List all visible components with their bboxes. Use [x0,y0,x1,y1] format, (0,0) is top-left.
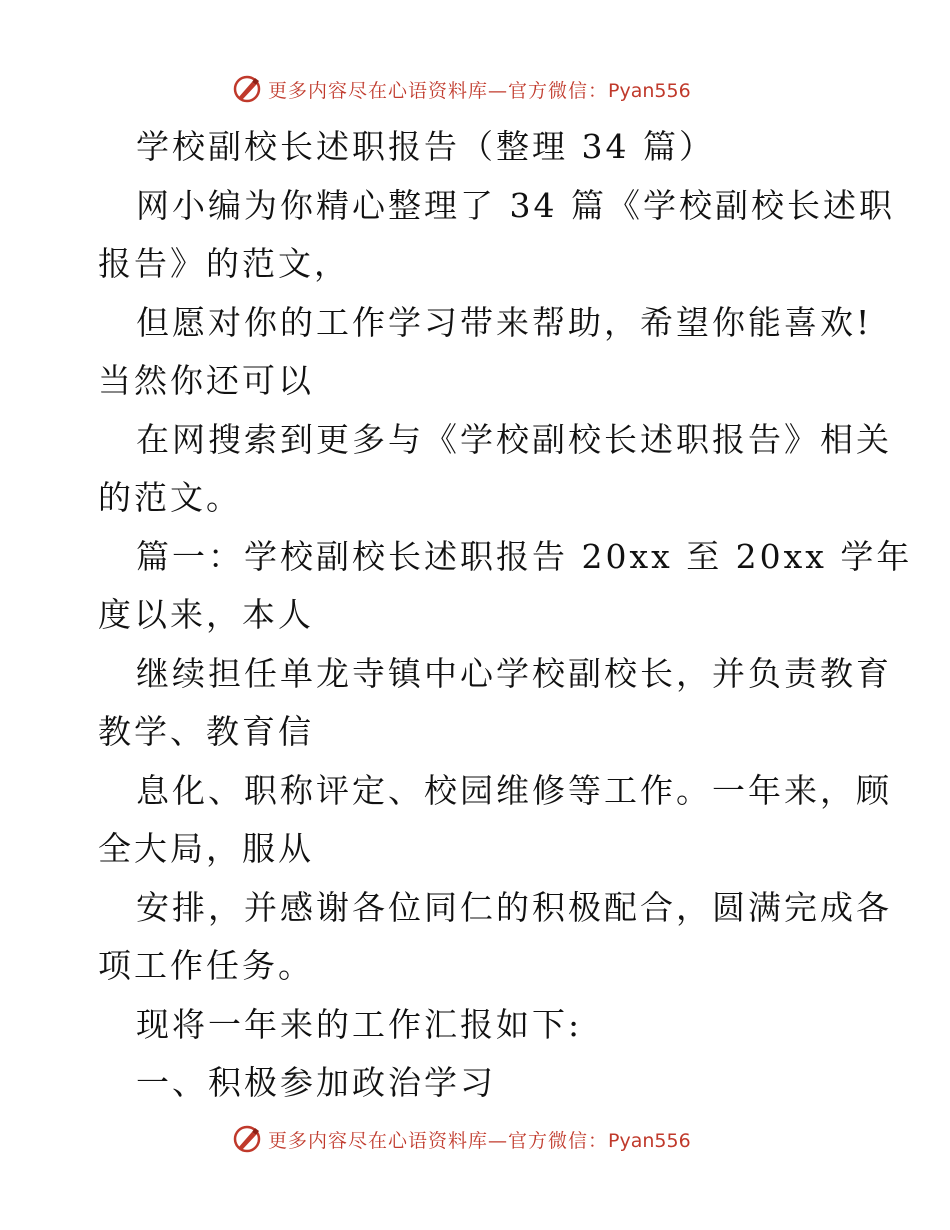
banner-text: 更多内容尽在心语资料库—官方微信：Pyan556 [268,1129,691,1152]
document-body [98,118,913,1113]
pen-logo-icon [232,74,262,104]
paragraph-line: 在网搜索到更多与《学校副校长述职报告》相关 [136,419,892,459]
paragraph-line: 全大局，服从 [98,829,314,868]
banner-text: 更多内容尽在心语资料库—官方微信：Pyan556 [268,79,691,102]
subsection-heading: 一、积极参加政治学习 [136,1063,496,1102]
footer-banner [232,1122,691,1156]
paragraph-line: 度以来，本人 [98,595,314,634]
paragraph-line: 报告》的范文， [98,244,350,283]
paragraph-line: 但愿对你的工作学习带来帮助，希望你能喜欢! [136,302,873,342]
section-heading: 篇一：学校副校长述职报告 20xx 至 20xx 学年 [136,536,913,576]
paragraph-line: 当然你还可以 [98,361,314,400]
paragraph-line: 安排，并感谢各位同仁的积极配合，圆满完成各 [136,887,892,927]
document-title: 学校副校长述职报告（整理 34 篇） [136,127,715,166]
paragraph-line: 现将一年来的工作汇报如下: [136,1004,583,1044]
paragraph-line: 息化、职称评定、校园维修等工作。一年来，顾 [136,770,892,810]
paragraph-line: 网小编为你精心整理了 34 篇《学校副校长述职 [136,185,895,225]
paragraph-line: 项工作任务。 [98,946,314,985]
paragraph-line: 教学、教育信 [98,712,314,751]
paragraph-line: 的范文。 [98,478,242,517]
paragraph-line: 继续担任单龙寺镇中心学校副校长，并负责教育 [136,653,892,693]
banner-contact: Pyan556 [608,79,691,102]
pen-logo-icon [232,1124,262,1154]
banner-contact: Pyan556 [608,1129,691,1152]
header-banner [232,72,691,106]
